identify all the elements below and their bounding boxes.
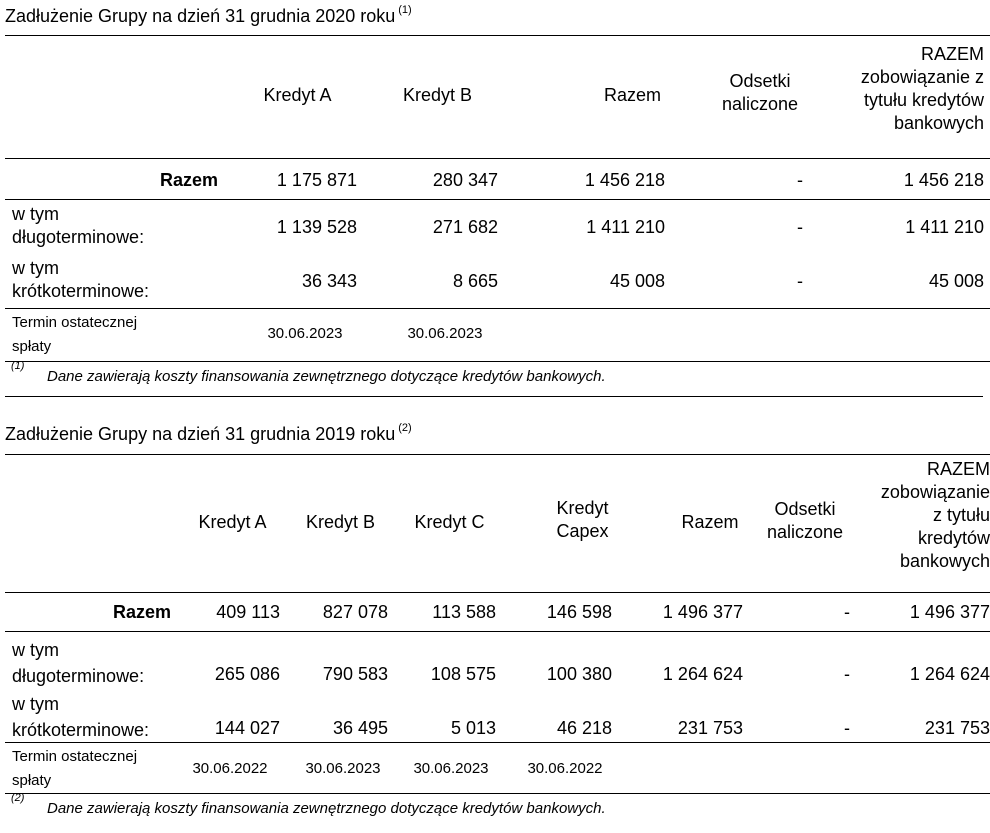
table-2020-top-rule (5, 35, 990, 36)
table-2020-cell: 30.06.2023 (267, 325, 343, 342)
table-2019-row-short-term-label: w tym krótkoterminowe: (12, 694, 150, 740)
table-2020-row-razem-label: Razem (159, 170, 218, 190)
table-2019-cell: 144 027 (214, 718, 280, 738)
table-2020-row-deadline-label: Termin ostatecznej spłaty (12, 314, 138, 355)
table-2019-title-note: (2) (398, 422, 412, 434)
table-2020-title-note: (1) (398, 4, 412, 16)
table-2019-footnote-mark: (2) (11, 792, 25, 804)
table-2019-cell: 1 496 377 (909, 602, 990, 622)
table-2019-cell: 1 264 624 (909, 664, 990, 684)
table-2020-cell: 1 456 218 (903, 170, 984, 190)
table-2020-cell: 30.06.2023 (407, 325, 483, 342)
table-2019-header-razem: Razem (681, 512, 739, 532)
table-2019-header-kredyt-b: Kredyt B (305, 512, 376, 532)
table-2019-header-kredyt-a: Kredyt A (198, 512, 267, 532)
table-2020-header-kredyt-b: Kredyt B (402, 85, 473, 105)
table-2019-header-kredyt-capex: Kredyt Capex (556, 498, 609, 541)
table-2019-header-kredyt-c: Kredyt C (414, 512, 485, 532)
table-2020-cell: 1 175 871 (276, 170, 357, 190)
table-2019-cell: 146 598 (546, 602, 612, 622)
table-2019-header-rule (5, 592, 990, 593)
table-2020-cell: - (797, 271, 803, 291)
table-2020-header-odsetki: Odsetki naliczone (721, 71, 799, 114)
table-2019-bottom-rule (5, 793, 990, 794)
table-2020-cell: 45 008 (928, 271, 984, 291)
table-2019-cell: 790 583 (322, 664, 388, 684)
table-2019-header-razem-total: RAZEM zobowiązanie z tytułu kredytów bankowych (880, 459, 990, 571)
table-2019-cell: 113 588 (432, 602, 496, 622)
table-2019-cell: 265 086 (214, 664, 280, 684)
table-2019-header-odsetki: Odsetki naliczone (766, 499, 844, 542)
table-2019-cell: 231 753 (924, 718, 990, 738)
table-2020-cell: 36 343 (301, 271, 357, 291)
table-2019-row-deadline-label: Termin ostatecznej spłaty (12, 748, 138, 789)
table-2020-title-text: Zadłużenie Grupy na dzień 31 grudnia 2020 roku (5, 6, 396, 26)
table-2019-title (5, 424, 412, 445)
table-2019-cell: - (844, 718, 850, 738)
table-2020-cell: 8 665 (452, 271, 498, 291)
table-2020-header-razem-total: RAZEM zobowiązanie z tytułu kredytów bankowych (860, 44, 984, 133)
section-divider (5, 396, 983, 397)
table-2020-row-rule (5, 308, 990, 309)
table-2019-cell: 100 380 (546, 664, 612, 684)
table-2020-cell: 1 139 528 (276, 217, 357, 237)
table-2019-cell: 827 078 (322, 602, 388, 622)
table-2019-cell: 30.06.2022 (192, 760, 268, 777)
table-2019-cell: 231 753 (677, 718, 743, 738)
table-2019-row-long-term-label: w tym długoterminowe: (12, 640, 145, 686)
table-2020-cell: - (797, 217, 803, 237)
table-2019-title-text: Zadłużenie Grupy na dzień 31 grudnia 2019 roku (5, 424, 396, 444)
table-2020-row-short-term-label: w tym krótkoterminowe: (12, 258, 150, 301)
table-2020-cell: 1 456 218 (584, 170, 665, 190)
table-2019-cell: - (844, 664, 850, 684)
table-2020-row-long-term-label: w tym długoterminowe: (12, 204, 145, 247)
table-2019-footnote-text: Dane zawierają koszty finansowania zewnętrznego dotyczące kredytów bankowych. (47, 800, 606, 817)
table-2020-cell: - (797, 170, 803, 190)
table-2019-cell: 46 218 (556, 718, 612, 738)
table-2019-row-razem-label: Razem (112, 602, 171, 622)
table-2019-cell: 36 495 (332, 718, 388, 738)
table-2020-bottom-rule (5, 361, 990, 362)
table-2019-cell: 409 113 (216, 602, 280, 622)
table-2019-top-rule (5, 454, 990, 455)
table-2020-footnote-mark: (1) (11, 360, 25, 372)
table-2020-header-kredyt-a: Kredyt A (263, 85, 332, 105)
table-2019-cell: 1 264 624 (662, 664, 743, 684)
table-2019-cell: 30.06.2022 (527, 760, 603, 777)
table-2019-cell: 30.06.2023 (305, 760, 381, 777)
table-2019-cell: 1 496 377 (662, 602, 743, 622)
table-2020-header-razem: Razem (603, 85, 661, 105)
table-2020-row-rule (5, 199, 990, 200)
table-2019-cell: - (844, 602, 850, 622)
table-2020-cell: 45 008 (609, 271, 665, 291)
table-2020-cell: 271 682 (432, 217, 498, 237)
table-2020-header-rule (5, 158, 990, 159)
table-2020-cell: 1 411 210 (905, 217, 984, 237)
table-2019-cell: 30.06.2023 (413, 760, 489, 777)
table-2020-cell: 280 347 (432, 170, 498, 190)
table-2020-title (5, 6, 412, 27)
table-2019-row-rule (5, 742, 990, 743)
table-2019-row-rule (5, 631, 990, 632)
table-2020-footnote-text: Dane zawierają koszty finansowania zewnętrznego dotyczące kredytów bankowych. (47, 368, 606, 385)
table-2020-cell: 1 411 210 (586, 217, 665, 237)
table-2019-cell: 108 575 (430, 664, 496, 684)
table-2019-cell: 5 013 (450, 718, 496, 738)
